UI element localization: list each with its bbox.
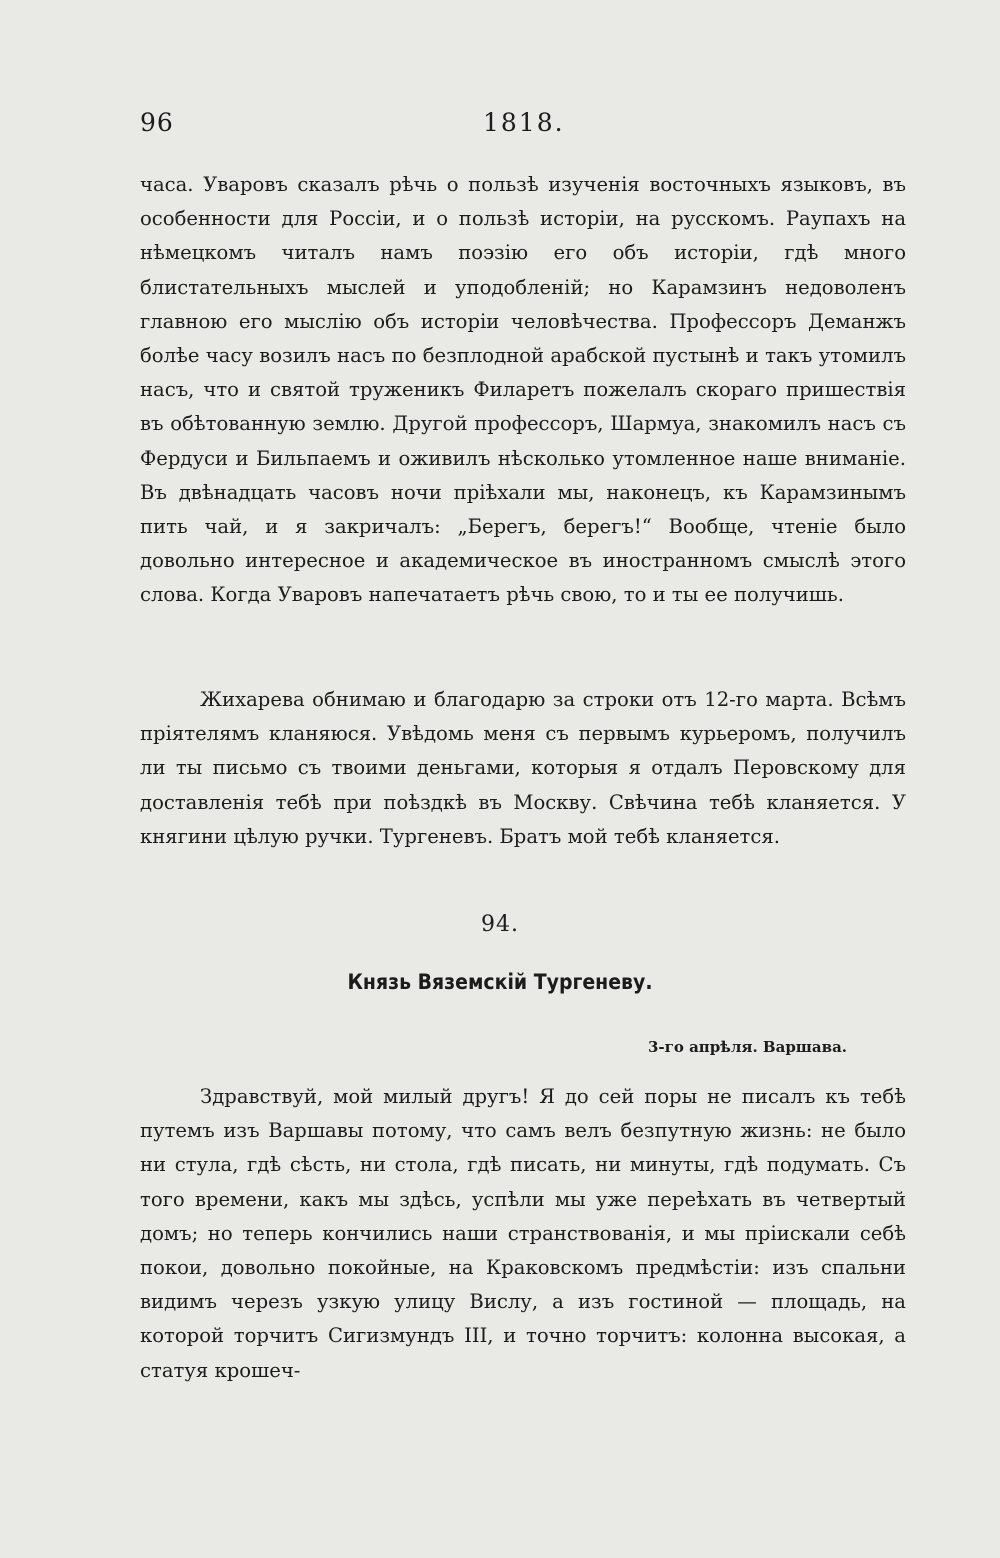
paragraph: часа. Уваровъ сказалъ рѣчь о пользѣ изученія восточныхъ языковъ, въ особенности для Россіи, и о пользѣ исторіи, на русскомъ. Раупахъ на нѣмецкомъ читалъ намъ поэзію его объ исторіи, гдѣ много блистательныхъ мыслей и уподобленій; но Карамзинъ недоволенъ главною его мыслію объ исторіи человѣчества. Профессоръ Деманжъ болѣе часу возилъ насъ по безплодной арабской пустынѣ и такъ утомилъ насъ, что и святой труженикъ Филаретъ пожелалъ скораго пришествія въ обѣтованную землю. Другой профессоръ, Шармуа, знакомилъ насъ съ Фердуси и Бильпаемъ и оживилъ нѣсколько утомленное наше вниманіе. Въ двѣнадцать часовъ ночи пріѣхали мы, наконецъ, къ Карамзинымъ пить чай, и я закричалъ: „Берегъ, берегъ!“ Вообще, чтеніе было довольно интересное и академическое въ иностранномъ смыслѣ этого слова. Когда Уваровъ напечатаетъ рѣчь свою, то и ты ее получишь. bbox=[140, 173, 906, 607]
letter-dateline: 3-го апрѣля. Варшава. bbox=[648, 1038, 848, 1056]
letter-heading: Князь Вяземскій Тургеневу. bbox=[347, 970, 653, 994]
text-block-continuation bbox=[140, 168, 906, 613]
paragraph: Здравствуй, мой милый другъ! Я до сей поры не писалъ къ тебѣ путемъ изъ Варшавы потому, что самъ велъ безпутную жизнь: не было ни стула, гдѣ сѣсть, ни стола, гдѣ писать, ни минуты, гдѣ подумать. Съ того времени, какъ мы здѣсь, успѣли мы уже переѣхать въ четвертый домъ; но теперь кончились наши странствованія, и мы пріискали себѣ покои, довольно покойные, на Краковскомъ предмѣстіи: изъ спальни видимъ черезъ узкую улицу Вислу, а изъ гостиной — площадь, на которой торчитъ Сигизмундъ III, и точно торчитъ: колонна высокая, а статуя крошеч- bbox=[140, 1085, 906, 1382]
page-number: 96 bbox=[140, 108, 174, 137]
running-head bbox=[0, 108, 1000, 144]
running-head-year: 1818. bbox=[483, 108, 565, 137]
letter-number: 94. bbox=[481, 912, 519, 937]
paragraph: Жихарева обнимаю и благодарю за строки отъ 12-го марта. Всѣмъ пріятелямъ кланяюся. Увѣдомь меня съ первымъ курьеромъ, получилъ ли ты письмо съ твоими деньгами, которыя я отдалъ Перовскому для доставленія тебѣ при поѣздкѣ въ Москву. Свѣчина тебѣ кланяется. У княгини цѣлую ручки. Тургеневъ. Братъ мой тебѣ кланяется. bbox=[140, 688, 906, 848]
letter-body bbox=[140, 1080, 906, 1388]
text-block-closing bbox=[140, 683, 906, 854]
